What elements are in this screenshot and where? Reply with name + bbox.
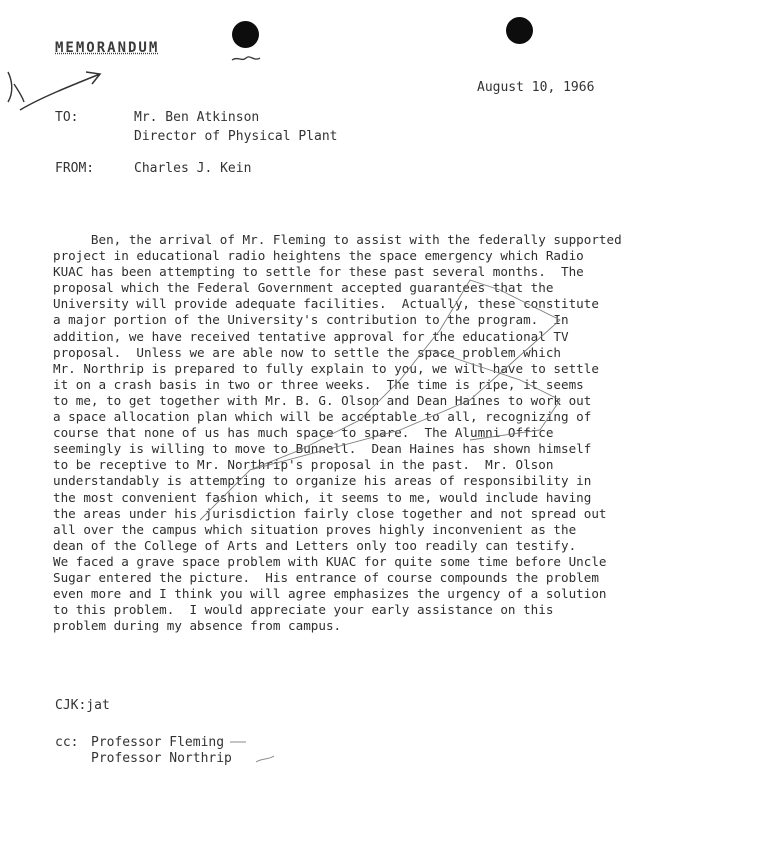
body-line: even more and I think you will agree emphasizes the urgency of a solution <box>53 586 607 602</box>
typist-initials: CJK:jat <box>55 698 110 713</box>
body-line: the areas under his jurisdiction fairly close together and not spread out <box>53 505 607 521</box>
pencil-check <box>256 756 274 762</box>
body-line: a major portion of the University's contribution to the program. In <box>53 312 569 328</box>
cc-recipient: Professor Fleming <box>91 735 225 750</box>
body-line: project in educational radio heightens the space emergency which Radio <box>53 248 584 264</box>
body-line: seemingly is willing to move to Bunnell. Dean Haines has shown himself <box>53 441 592 457</box>
body-line: We faced a grave space problem with KUAC for quite some time before Uncle <box>53 553 607 569</box>
body-line: Sugar entered the picture. His entrance of course compounds the problem <box>53 569 599 585</box>
memo-title: MEMORANDUM <box>55 40 160 56</box>
body-line: course that none of us has much space to spare. The Alumni Office <box>53 425 554 441</box>
memo-date: August 10, 1966 <box>477 80 595 95</box>
body-line: Mr. Northrip is prepared to fully explain to you, we will have to settle <box>53 360 599 376</box>
sender-name: Charles J. Kein <box>134 161 252 176</box>
body-line: to me, to get together with Mr. B. G. Olson and Dean Haines to work out <box>53 392 592 408</box>
body-line: KUAC has been attempting to settle for these past several months. The <box>53 264 584 280</box>
punch-hole-right <box>506 17 533 44</box>
body-line: to this problem. I would appreciate your early assistance on this <box>53 602 554 618</box>
body-line: dean of the College of Arts and Letters only too readily can testify. <box>53 537 577 553</box>
memo-body <box>53 232 693 634</box>
body-line: problem during my absence from campus. <box>53 618 342 634</box>
body-line: proposal which the Federal Government accepted guarantees that the <box>53 280 554 296</box>
body-line: proposal. Unless we are able now to settle the space problem which <box>53 344 561 360</box>
recipient-title: Director of Physical Plant <box>134 129 338 144</box>
margin-pen-arrow-line <box>20 72 100 110</box>
punch-hole-left <box>232 21 259 48</box>
body-line: Ben, the arrival of Mr. Fleming to assist with the federally supported <box>53 232 622 247</box>
body-line: understandably is attempting to organize his areas of responsibility in <box>53 473 592 489</box>
recipient-name: Mr. Ben Atkinson <box>134 110 260 125</box>
body-line: it on a crash basis in two or three weeks. The time is ripe, it seems <box>53 376 584 392</box>
title-squiggle <box>232 57 260 60</box>
body-line: addition, we have received tentative approval for the educational TV <box>53 328 569 344</box>
body-line: all over the campus which situation proves highly inconvenient as the <box>53 521 577 537</box>
body-line: to be receptive to Mr. Northrip's proposal in the past. Mr. Olson <box>53 457 554 473</box>
cc-label: cc: <box>55 735 79 750</box>
body-line: the most convenient fashion which, it seems to me, would include having <box>53 489 592 505</box>
from-label: FROM: <box>55 161 95 176</box>
to-label: TO: <box>55 110 79 125</box>
cc-recipient: Professor Northrip <box>91 751 232 766</box>
margin-pen-arrow <box>8 72 24 102</box>
body-line: University will provide adequate facilities. Actually, these constitute <box>53 296 599 312</box>
body-line: a space allocation plan which will be acceptable to all, recognizing of <box>53 409 592 425</box>
